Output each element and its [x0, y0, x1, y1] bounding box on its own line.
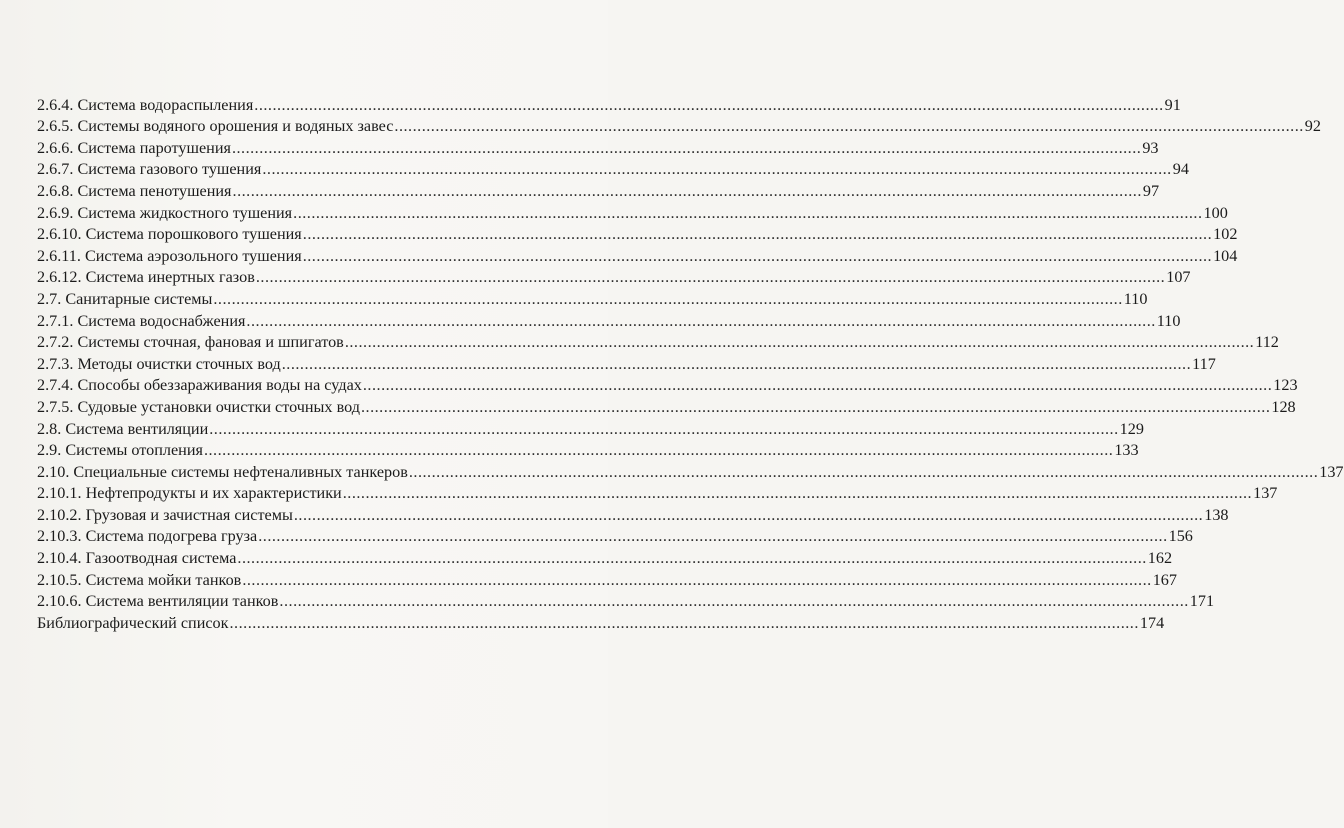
toc-entry-title: 2.6.8. Система пенотушения	[37, 181, 232, 200]
toc-dot-leader: ........................................................................................................................................................................................................	[394, 117, 1304, 136]
toc-entry-page-number: 94	[1172, 160, 1189, 179]
toc-dot-leader: ........................................................................................................................................................................................................	[254, 95, 1164, 114]
toc-entry-page-number: 110	[1156, 311, 1181, 330]
toc-entry-title: 2.6.12. Система инертных газов	[37, 268, 255, 287]
toc-dot-leader: ........................................................................................................................................................................................................	[281, 354, 1192, 373]
toc-entry	[37, 243, 1238, 265]
toc-entry-title: 2.6.4. Система водораспыления	[37, 95, 254, 114]
toc-entry	[37, 394, 1296, 416]
toc-entry	[37, 610, 1165, 632]
toc-entry-page-number: 174	[1139, 613, 1165, 632]
toc-entry-page-number: 156	[1168, 527, 1193, 546]
toc-dot-leader: ........................................................................................................................................................................................................	[209, 419, 1119, 438]
toc-entry-title: 2.10.4. Газоотводная система	[37, 549, 237, 568]
toc-entry-title: 2.6.9. Система жидкостного тушения	[37, 203, 293, 222]
toc-entry	[37, 524, 1193, 546]
toc-dot-leader: ........................................................................................................................................................................................................	[255, 268, 1166, 287]
toc-dot-leader: ........................................................................................................................................................................................................	[293, 505, 1204, 524]
toc-entry-title: 2.6.7. Система газового тушения	[37, 160, 262, 179]
toc-entry-page-number: 137	[1319, 462, 1344, 481]
toc-entry-title: 2.10.6. Система вентиляции танков	[37, 592, 279, 611]
toc-entry	[37, 589, 1215, 611]
toc-dot-leader: ........................................................................................................................................................................................................	[246, 311, 1156, 330]
toc-entry-title: 2.7.3. Методы очистки сточных вод	[37, 354, 281, 373]
toc-entry-page-number: 129	[1119, 419, 1144, 438]
toc-entry-title: 2.6.5. Системы водяного орошения и водяных завес	[37, 117, 394, 136]
toc-entry-title: 2.8. Система вентиляции	[37, 419, 209, 438]
toc-dot-leader: ........................................................................................................................................................................................................	[408, 462, 1319, 481]
toc-entry-page-number: 123	[1273, 376, 1298, 395]
toc-entry	[37, 135, 1159, 157]
toc-entry-page-number: 102	[1213, 225, 1238, 244]
toc-entry-title: Библиографический список	[37, 613, 229, 632]
toc-dot-leader: ........................................................................................................................................................................................................	[203, 441, 1114, 460]
toc-entry	[37, 92, 1181, 114]
toc-entry	[37, 178, 1160, 200]
toc-entry-title: 2.6.10. Система порошкового тушения	[37, 225, 302, 244]
toc-entry	[37, 438, 1139, 460]
toc-entry	[37, 459, 1344, 481]
toc-entry	[37, 567, 1177, 589]
toc-entry	[37, 114, 1321, 136]
toc-dot-leader: ........................................................................................................................................................................................................	[262, 160, 1172, 179]
toc-entry-title: 2.7.1. Система водоснабжения	[37, 311, 246, 330]
toc-entry-page-number: 117	[1192, 354, 1216, 373]
toc-dot-leader: ........................................................................................................................................................................................................	[302, 225, 1213, 244]
toc-entry-page-number: 104	[1213, 246, 1238, 265]
toc-dot-leader: ........................................................................................................................................................................................................	[231, 138, 1142, 157]
toc-dot-leader: ........................................................................................................................................................................................................	[293, 203, 1203, 222]
toc-dot-leader: ........................................................................................................................................................................................................	[302, 246, 1213, 265]
toc-entry-page-number: 138	[1204, 505, 1229, 524]
toc-entry	[37, 545, 1173, 568]
toc-entry	[37, 200, 1228, 222]
toc-dot-leader: ........................................................................................................................................................................................................	[258, 527, 1168, 546]
toc-entry	[37, 222, 1238, 244]
toc-entry-title: 2.7. Санитарные системы	[37, 289, 213, 308]
toc-dot-leader: ........................................................................................................................................................................................................	[232, 181, 1142, 200]
toc-entry-title: 2.7.5. Судовые установки очистки сточных вод	[37, 397, 360, 416]
toc-entry-page-number: 128	[1271, 397, 1296, 416]
toc-entry-page-number: 133	[1114, 441, 1139, 460]
toc-entry-title: 2.10.5. Система мойки танков	[37, 570, 242, 589]
toc-entry-page-number: 110	[1123, 289, 1148, 308]
toc-dot-leader: ........................................................................................................................................................................................................	[362, 376, 1273, 395]
toc-entry	[37, 330, 1279, 352]
toc-entry	[37, 502, 1229, 524]
toc-dot-leader: ........................................................................................................................................................................................................	[344, 333, 1255, 352]
toc-entry-title: 2.10. Специальные системы нефтеналивных танкеров	[37, 462, 408, 481]
toc-dot-leader: ........................................................................................................................................................................................................	[360, 397, 1271, 416]
toc-dot-leader: ........................................................................................................................................................................................................	[213, 289, 1123, 308]
toc-entry-title: 2.10.1. Нефтепродукты и их характеристики	[37, 484, 342, 503]
toc-entry	[37, 373, 1298, 395]
toc-entry-page-number: 167	[1152, 570, 1177, 589]
toc-entry-page-number: 93	[1142, 138, 1159, 157]
toc-dot-leader: ........................................................................................................................................................................................................	[242, 570, 1152, 589]
toc-entry	[37, 416, 1144, 438]
toc-entry	[37, 157, 1189, 179]
toc-dot-leader: ........................................................................................................................................................................................................	[279, 592, 1189, 611]
toc-entry-title: 2.7.2. Системы сточная, фановая и шпигатов	[37, 333, 344, 352]
toc-entry	[37, 481, 1278, 503]
toc-dot-leader: ........................................................................................................................................................................................................	[237, 549, 1147, 568]
toc-entry-title: 2.10.3. Система подогрева груза	[37, 527, 258, 546]
toc-entry-page-number: 171	[1189, 592, 1215, 611]
toc-entry-page-number: 97	[1142, 181, 1160, 200]
toc-entry-page-number: 112	[1255, 333, 1279, 352]
toc-entry-title: 2.10.2. Грузовая и зачистная системы	[37, 505, 293, 524]
toc-dot-leader: ........................................................................................................................................................................................................	[342, 484, 1253, 503]
toc-entry-title: 2.6.6. Система паротушения	[37, 138, 231, 157]
toc-entry	[37, 351, 1216, 373]
toc-entry-page-number: 100	[1203, 203, 1228, 222]
toc-entry	[37, 308, 1181, 330]
toc-entry	[37, 286, 1148, 308]
toc-dot-leader: ........................................................................................................................................................................................................	[229, 613, 1139, 632]
table-of-contents	[37, 92, 1344, 632]
toc-entry-page-number: 162	[1147, 549, 1173, 568]
toc-entry-title: 2.9. Системы отопления	[37, 441, 203, 460]
toc-entry-page-number: 107	[1166, 268, 1191, 287]
toc-entry-title: 2.7.4. Способы обеззараживания воды на судах	[37, 376, 362, 395]
toc-entry	[37, 265, 1191, 287]
toc-entry-page-number: 92	[1304, 117, 1321, 136]
toc-entry-title: 2.6.11. Система аэрозольного тушения	[37, 246, 302, 265]
toc-entry-page-number: 91	[1164, 95, 1181, 114]
toc-entry-page-number: 137	[1253, 484, 1278, 503]
